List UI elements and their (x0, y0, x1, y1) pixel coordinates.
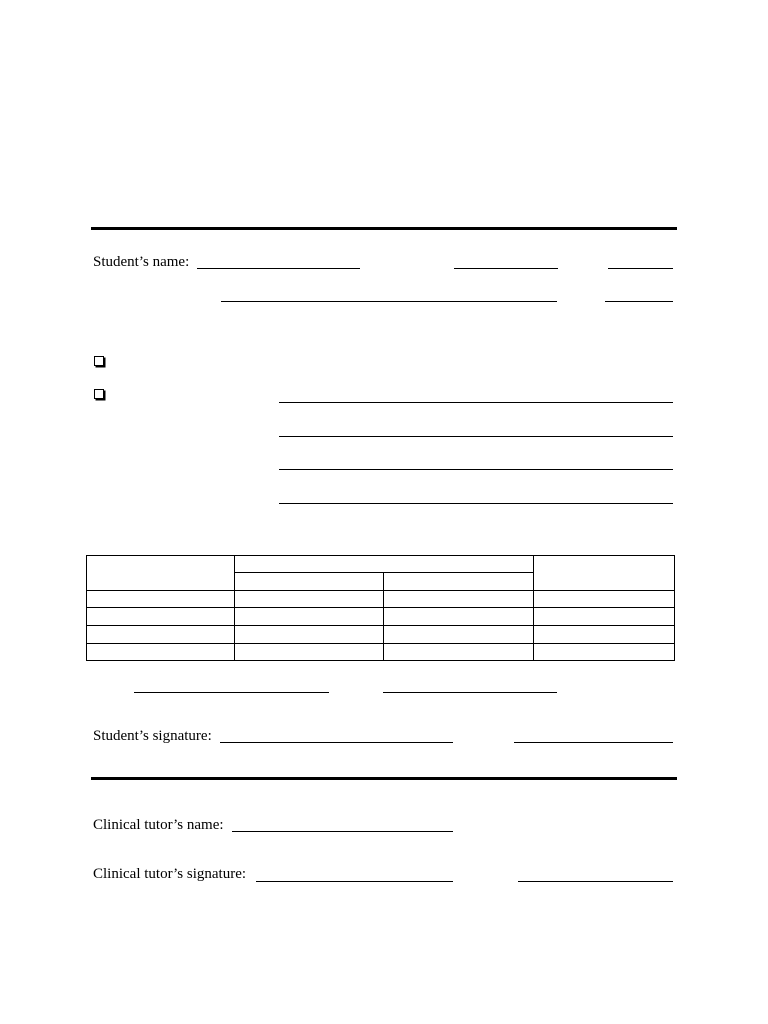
option-checkbox-2[interactable] (94, 389, 104, 399)
tutor-signature-date-field[interactable] (518, 881, 673, 882)
table-cell[interactable] (87, 591, 235, 608)
table-cell[interactable] (534, 608, 675, 625)
tutor-name-field[interactable] (232, 831, 453, 832)
details-line-2[interactable] (279, 436, 673, 437)
table-cell[interactable] (384, 608, 534, 625)
table-header-cell (534, 556, 675, 591)
table-header-cell (235, 573, 384, 591)
table-cell[interactable] (384, 591, 534, 608)
table-cell[interactable] (534, 643, 675, 660)
table-cell[interactable] (235, 591, 384, 608)
table-cell[interactable] (235, 643, 384, 660)
option-checkbox-1[interactable] (94, 356, 104, 366)
student-field-5[interactable] (605, 301, 673, 302)
tutor-signature-label: Clinical tutor’s signature: (93, 866, 247, 882)
table-row (87, 625, 675, 643)
section-divider-top (91, 227, 677, 230)
table-cell[interactable] (235, 625, 384, 643)
student-name-label: Student’s name: (93, 254, 190, 270)
tutor-signature-field[interactable] (256, 881, 453, 882)
table-cell[interactable] (384, 625, 534, 643)
record-table (86, 555, 675, 661)
table-row (87, 643, 675, 660)
details-line-4[interactable] (279, 503, 673, 504)
tutor-name-label: Clinical tutor’s name: (93, 817, 224, 833)
below-table-field-2[interactable] (383, 692, 557, 693)
table-header-cell (87, 556, 235, 591)
table-header-cell (235, 556, 534, 573)
table-cell[interactable] (87, 625, 235, 643)
student-name-field[interactable] (197, 268, 360, 269)
below-table-field-1[interactable] (134, 692, 329, 693)
table-cell[interactable] (87, 643, 235, 660)
details-line-1[interactable] (279, 402, 673, 403)
table-header-row (87, 556, 675, 573)
table-cell[interactable] (87, 608, 235, 625)
table-cell[interactable] (534, 625, 675, 643)
table-row (87, 591, 675, 608)
table-cell[interactable] (384, 643, 534, 660)
student-signature-label: Student’s signature: (93, 728, 212, 744)
student-field-4[interactable] (221, 301, 557, 302)
table-header-cell (384, 573, 534, 591)
student-signature-field[interactable] (220, 742, 453, 743)
section-divider-middle (91, 777, 677, 780)
table-cell[interactable] (534, 591, 675, 608)
student-field-2[interactable] (454, 268, 558, 269)
details-line-3[interactable] (279, 469, 673, 470)
table-cell[interactable] (235, 608, 384, 625)
table-row (87, 608, 675, 625)
student-signature-date-field[interactable] (514, 742, 673, 743)
student-field-3[interactable] (608, 268, 673, 269)
